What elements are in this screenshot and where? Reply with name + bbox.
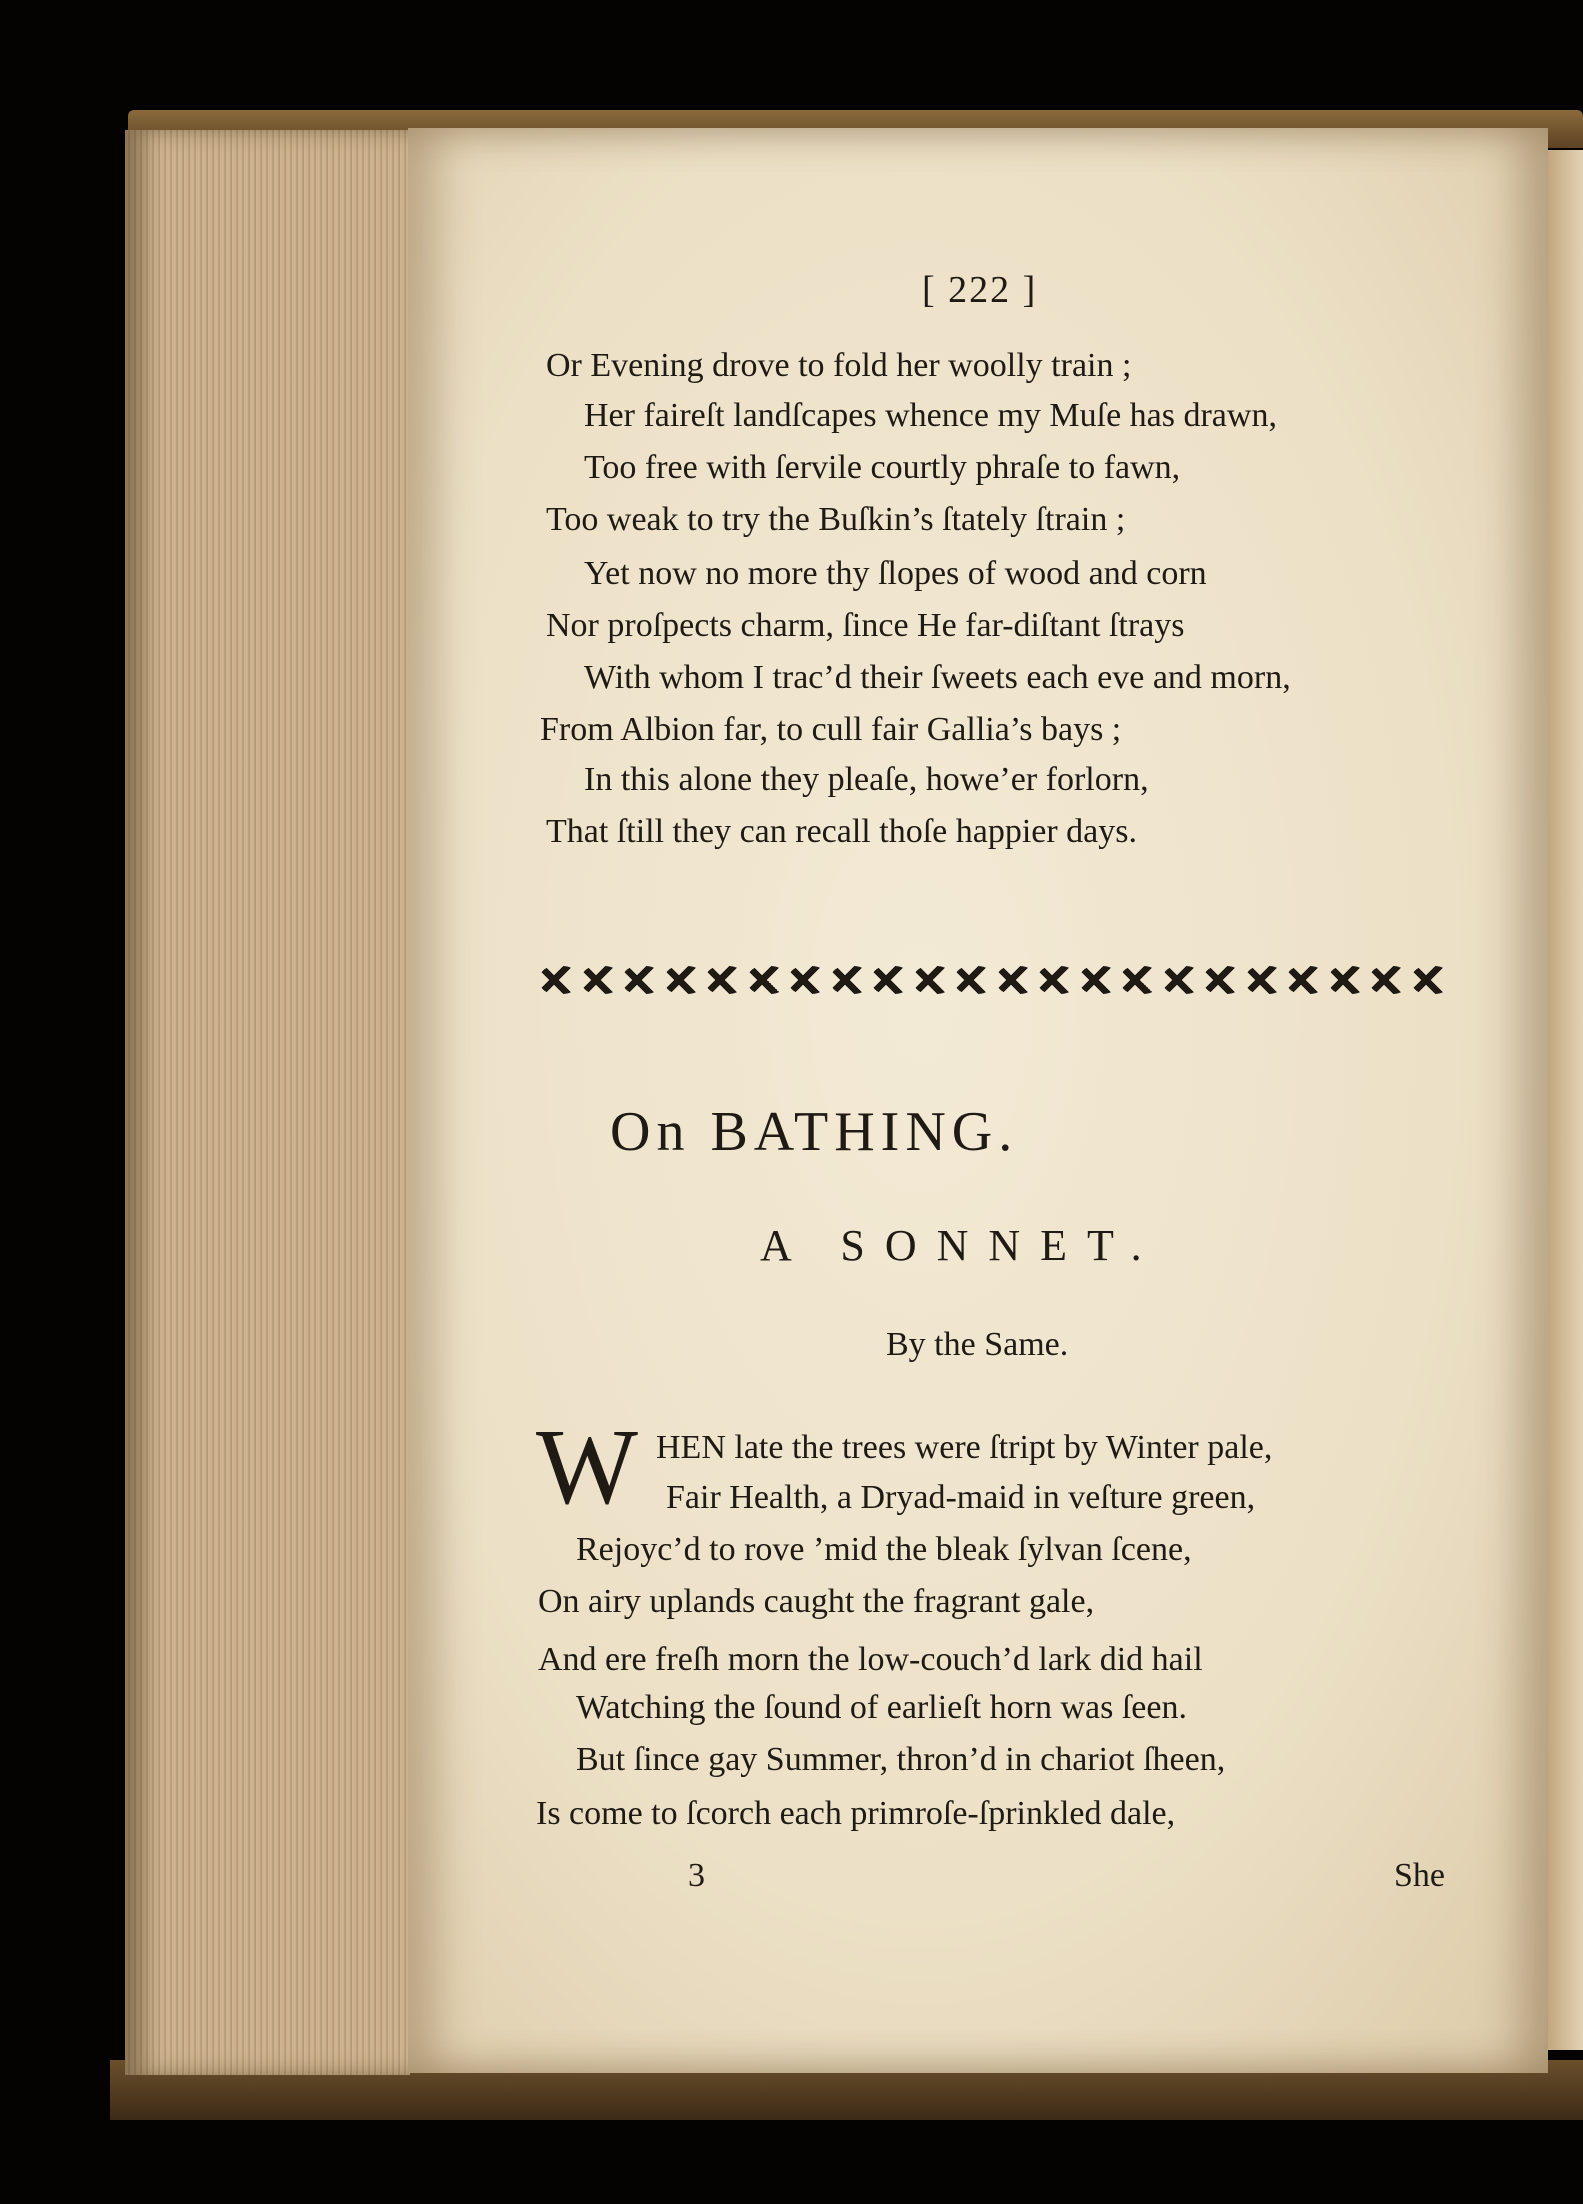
page-number: [ 222 ] [922, 269, 1038, 311]
ornamental-divider [540, 955, 1450, 1005]
verse-line: Is come to ſcorch each primroſe-ſprinkled dale, [536, 1795, 1176, 1832]
verse-line: HEN late the trees were ſtript by Winter pale, [656, 1429, 1273, 1466]
poem-title: On BATHING. [610, 1101, 1019, 1163]
verse-line: That ſtill they can recall thoſe happier days. [546, 813, 1137, 850]
verse-line: Her faireſt landſcapes whence my Muſe has drawn, [584, 397, 1277, 434]
facing-page-edge [1545, 150, 1583, 2050]
verse-line: But ſince gay Summer, thron’d in chariot ſheen, [576, 1741, 1226, 1778]
verse-line: Too free with ſervile courtly phraſe to fawn, [584, 449, 1181, 486]
drop-cap: W [536, 1408, 638, 1527]
poem-subtitle: A SONNET. [760, 1221, 1162, 1270]
verse-line: With whom I trac’d their ſweets each eve and morn, [584, 659, 1291, 696]
verse-line: Watching the ſound of earlieſt horn was ſeen. [576, 1689, 1187, 1726]
verse-line: And ere freſh morn the low-couch’d lark did hail [538, 1641, 1203, 1678]
verse-line: Rejoyc’d to rove ’mid the bleak ſylvan ſcene, [576, 1531, 1192, 1568]
catchword: She [1394, 1857, 1445, 1894]
verse-line: From Albion far, to cull fair Gallia’s bays ; [540, 711, 1122, 748]
verse-line: On airy uplands caught the fragrant gale, [538, 1583, 1095, 1620]
verse-line: Yet now no more thy ſlopes of wood and corn [584, 555, 1207, 592]
verse-line: Fair Health, a Dryad-maid in veſture green, [666, 1479, 1256, 1516]
byline: By the Same. [886, 1326, 1069, 1363]
signature-mark: 3 [688, 1857, 705, 1894]
verse-line: Or Evening drove to fold her woolly train ; [546, 347, 1132, 384]
page-edges [125, 130, 410, 2075]
verse-line: In this alone they pleaſe, howe’er forlorn, [584, 761, 1149, 798]
verse-line: Too weak to try the Buſkin’s ſtately ſtrain ; [546, 501, 1126, 538]
verse-line: Nor proſpects charm, ſince He far-diſtant ſtrays [546, 607, 1185, 644]
